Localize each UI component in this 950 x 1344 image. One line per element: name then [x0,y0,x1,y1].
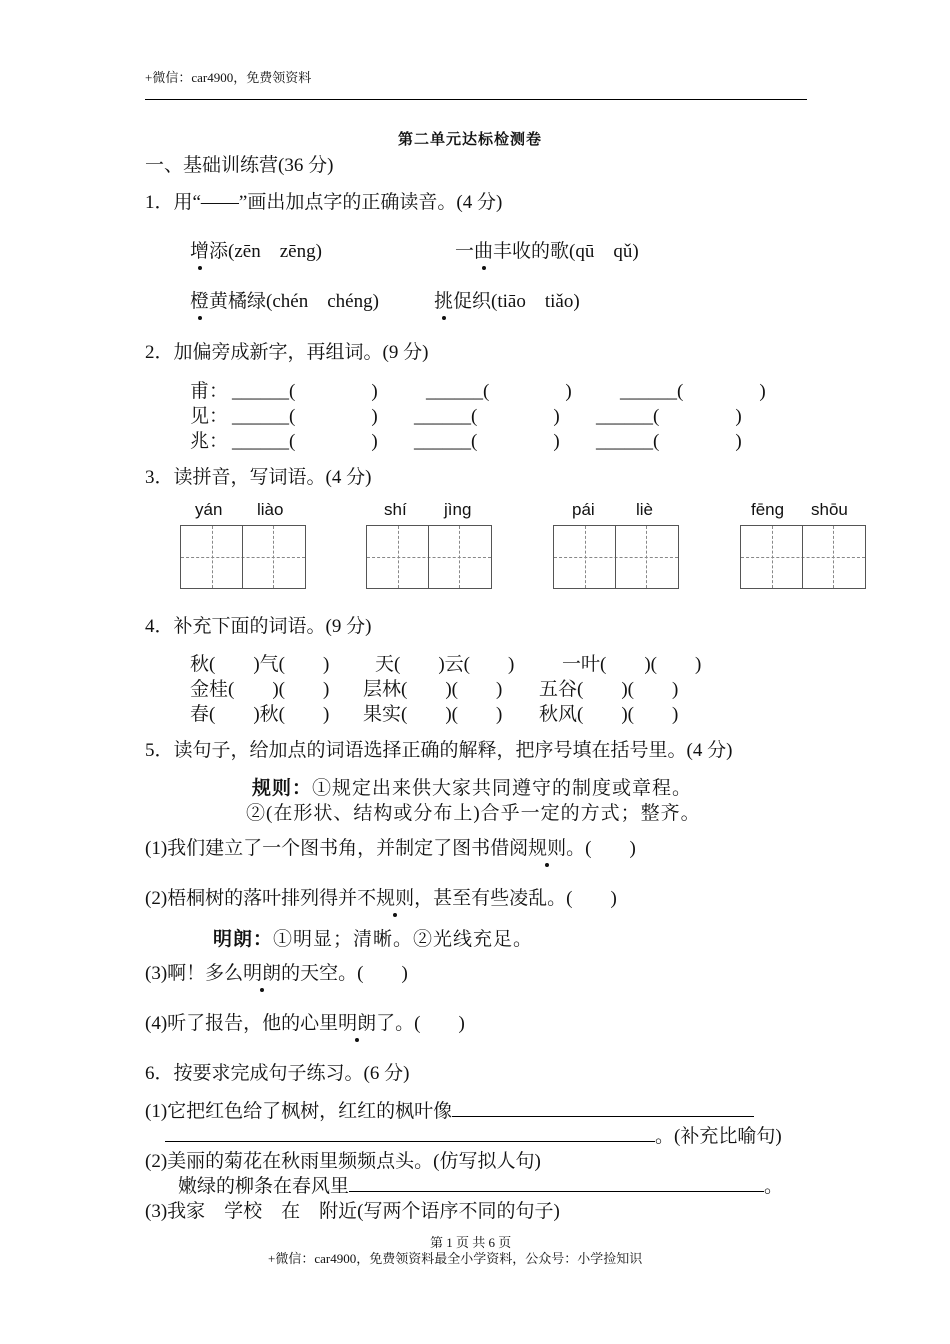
writing-grid[interactable] [180,525,306,589]
q1-item: 增添(zēn zēng) [190,236,322,263]
header-rule [145,99,807,100]
q4-item: 层林( )( ) [363,679,503,700]
pinyin: fēng [751,500,785,519]
q1-item: 挑促织(tiāo tiǎo) [434,286,580,313]
q4-item: 秋( )气( ) [190,654,330,675]
q6-sentence: (1)它把红色给了枫树，红红的枫叶像 [145,1096,754,1123]
q4-item: 金桂( )( ) [190,679,330,700]
blank: ______( ) [414,431,560,452]
q4-item: 一叶( )( ) [562,654,702,675]
pinyin: jìng [444,500,472,519]
footer-note: +微信：car4900，免费领资料最全小学资料，公众号：小学捡知识 [268,1251,643,1266]
q5-sentence: (4)听了报告，他的心里明朗了。( ) [145,1008,465,1035]
q6-prompt: 6．按要求完成句子练习。(6 分) [145,1063,410,1084]
pinyin: liào [257,500,284,519]
pinyin: liè [636,500,654,519]
q5-sentence: (2)梧桐树的落叶排列得并不规则，甚至有些凌乱。( ) [145,883,617,910]
q4-item: 春( )秋( ) [190,704,330,725]
writing-grid[interactable] [366,525,492,589]
definition: 规则：①规定出来供大家共同遵守的制度或章程。 [252,778,693,799]
q5-prompt: 5．读句子，给加点的词语选择正确的解释，把序号填在括号里。(4 分) [145,740,733,761]
blank: ______( ) [596,431,742,452]
pinyin: shí [384,500,407,519]
answer-line[interactable] [349,1173,764,1192]
q5-sentence: (3)啊！多么明朗的天空。( ) [145,958,408,985]
header-watermark: +微信：car4900，免费领资料 [145,70,312,85]
blank: ______( ) [596,406,742,427]
q6-sentence: (2)美丽的菊花在秋雨里频频点头。(仿写拟人句) [145,1151,541,1172]
section-title: 一、基础训练营(36 分) [145,155,334,176]
emphasis-char: 橙 [190,286,209,313]
q6-sentence: (3)我家 学校 在 附近(写两个语序不同的句子) [145,1201,560,1222]
q4-item: 果实( )( ) [363,704,503,725]
q2-row: 甫： ______( ) ______( ) ______( ) [190,376,228,403]
q5-sentence: (1)我们建立了一个图书角，并制定了图书借阅规则。( ) [145,833,636,860]
q3-prompt: 3．读拼音，写词语。(4 分) [145,467,372,488]
q4-item: 天( )云( ) [375,654,515,675]
q4-prompt: 4．补充下面的词语。(9 分) [145,616,372,637]
q4-item: 秋风( )( ) [539,704,679,725]
emphasis-char: 增 [190,236,209,263]
q6-sentence: 嫩绿的柳条在春风里 。 [178,1171,783,1198]
emphasis-word: 明朗 [338,1008,376,1035]
q2-prompt: 2．加偏旁成新字，再组词。(9 分) [145,342,429,363]
emphasis-word: 规则 [376,883,414,910]
writing-grid[interactable] [740,525,866,589]
blank: ______( ) [232,406,378,427]
page-number: 第 1 页 共 6 页 [430,1235,512,1250]
definition: ②(在形状、结构或分布上)合乎一定的方式；整齐。 [246,803,701,824]
answer-line[interactable] [165,1123,655,1142]
q4-item: 五谷( )( ) [539,679,679,700]
q1-item: 一曲丰收的歌(qū qǔ) [455,236,639,263]
writing-grid[interactable] [553,525,679,589]
emphasis-char: 挑 [434,286,453,313]
emphasis-word: 明朗 [243,958,281,985]
blank: ______( ) [232,381,378,402]
q1-prompt: 1．用“——”画出加点字的正确读音。(4 分) [145,192,503,213]
pinyin: yán [195,500,223,519]
pinyin: shōu [811,500,848,519]
answer-line[interactable] [452,1098,754,1117]
page-title: 第二单元达标检测卷 [398,132,543,148]
blank: ______( ) [620,381,766,402]
q6-sentence: 。(补充比喻句) [165,1121,782,1148]
q2-row: 见： ______( ) ______( ) ______( ) [190,401,228,428]
blank: ______( ) [426,381,572,402]
blank: ______( ) [232,431,378,452]
definition: 明朗：①明显；清晰。②光线充足。 [213,929,534,950]
emphasis-char: 曲 [474,236,493,263]
blank: ______( ) [414,406,560,427]
pinyin: pái [572,500,595,519]
q2-row: 兆： ______( ) ______( ) ______( ) [190,426,228,453]
emphasis-word: 规则 [528,833,566,860]
q1-item: 橙黄橘绿(chén chéng) [190,286,379,313]
